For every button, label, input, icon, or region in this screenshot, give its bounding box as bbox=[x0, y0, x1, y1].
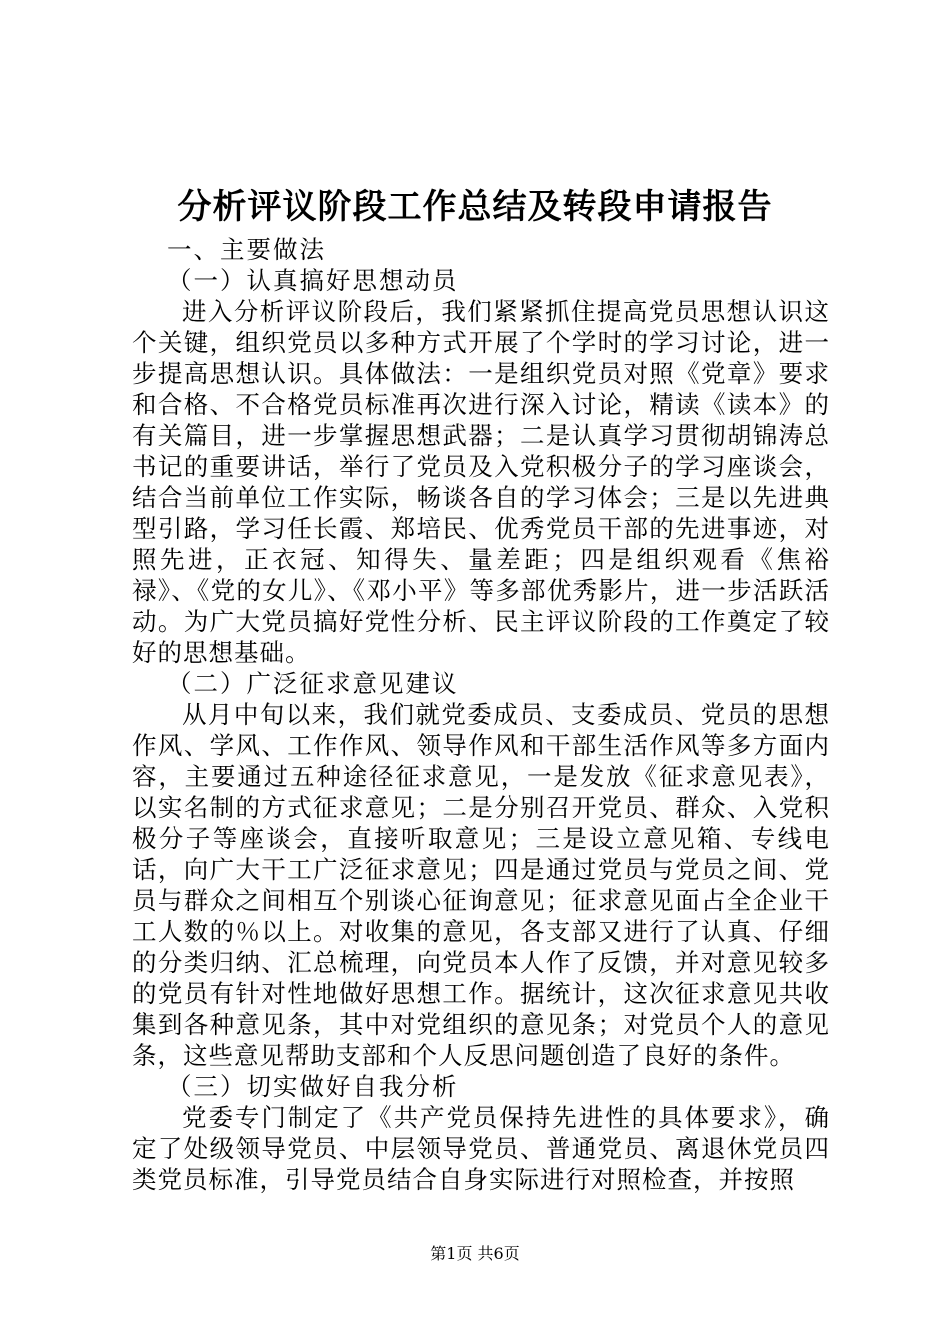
document-title: 分析评议阶段工作总结及转段申请报告 bbox=[177, 187, 773, 227]
page-number-footer: 第1页 共6页 bbox=[430, 1244, 520, 1263]
section-heading-main-practices: 一、主要做法 bbox=[167, 235, 326, 264]
subsection-heading-1: （一）认真搞好思想动员 bbox=[167, 266, 459, 295]
paragraph-2: 从月中旬以来，我们就党委成员、支委成员、党员的思想作风、学风、工作作风、领导作风和干部生活作风等多方面内容，主要通过五种途径征求意见，一是发放《征求意见表》，以实名制的方式征求意见；二是分别召开党员、群众、入党积极分子等座谈会，直接听取意见；三是设立意见箱、专线电话，向广大干工广泛征求意见；四是通过党员与党员之间、党员与群众之间相互个别谈心征询意见；征求意见面占全企业干工人数的％以上。对收集的意见，各支部又进行了认真、仔细的分类归纳、汇总梳理，向党员本人作了反馈，并对意见较多的党员有针对性地做好思想工作。据统计，这次征求意见共收集到各种意见条，其中对党组织的意见条；对党员个人的意见条，这些意见帮助支部和个人反思问题创造了良好的条件。 bbox=[132, 700, 830, 1070]
subsection-heading-2: （二）广泛征求意见建议 bbox=[167, 669, 459, 698]
paragraph-3: 党委专门制定了《共产党员保持先进性的具体要求》，确定了处级领导党员、中层领导党员、普通党员、离退休党员四类党员标准，引导党员结合自身实际进行对照检查，并按照 bbox=[132, 1103, 830, 1194]
subsection-heading-3: （三）切实做好自我分析 bbox=[167, 1072, 459, 1101]
paragraph-1: 进入分析评议阶段后，我们紧紧抓住提高党员思想认识这个关键，组织党员以多种方式开展了个学时的学习讨论，进一步提高思想认识。具体做法：一是组织党员对照《党章》要求和合格、不合格党员标准再次进行深入讨论，精读《读本》的有关篇目，进一步掌握思想武器；二是认真学习贯彻胡锦涛总书记的重要讲话，举行了党员及入党积极分子的学习座谈会，结合当前单位工作实际，畅谈各自的学习体会；三是以先进典型引路，学习任长霞、郑培民、优秀党员干部的先进事迹，对照先进，正衣冠、知得失、量差距；四是组织观看《焦裕禄》、《党的女儿》、《邓小平》等多部优秀影片，进一步活跃活动。为广大党员搞好党性分析、民主评议阶段的工作奠定了较好的思想基础。 bbox=[132, 297, 830, 667]
document-body bbox=[132, 234, 830, 1195]
